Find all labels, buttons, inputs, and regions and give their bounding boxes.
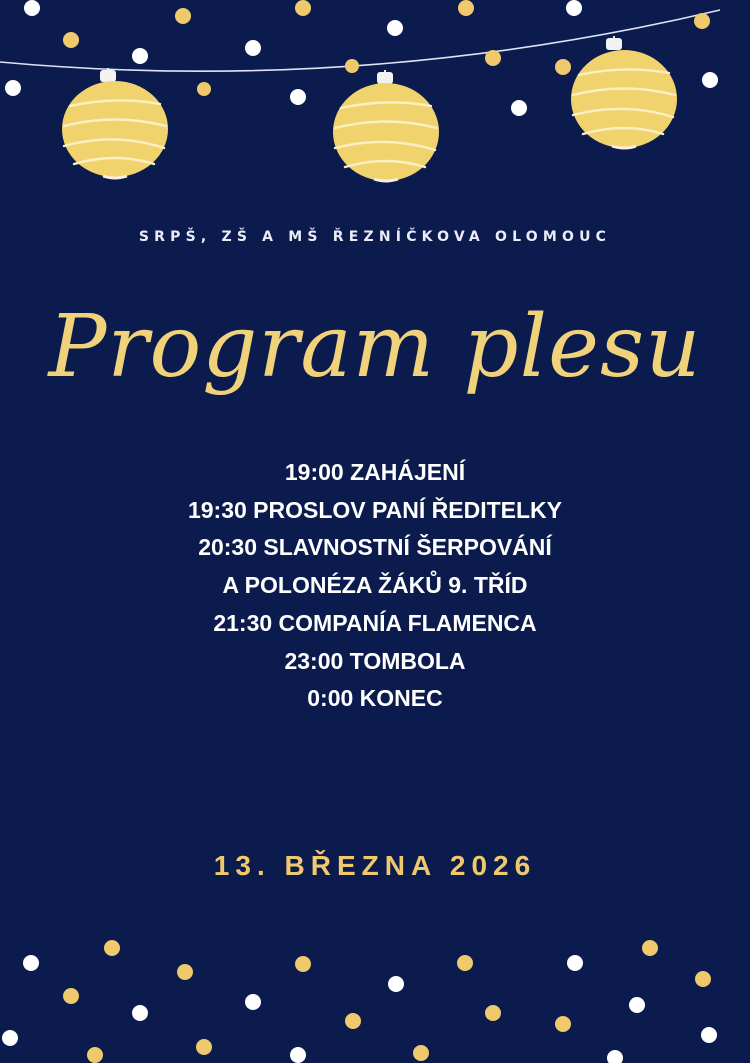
program-list: [0, 454, 750, 718]
program-item: 23:00 TOMBOLA: [284, 647, 466, 674]
confetti-dot-icon: [2, 940, 717, 1063]
paper-lantern-icon: [333, 70, 439, 181]
page-title: Program plesu: [48, 297, 702, 397]
program-item: 21:30 COMPANÍA FLAMENCA: [213, 609, 537, 636]
paper-lantern-icon: [62, 68, 168, 178]
organizer-name: SRPŠ, ZŠ A MŠ ŘEZNÍČKOVA OLOMOUC: [138, 229, 612, 245]
program-item: 19:00 ZAHÁJENÍ: [284, 459, 466, 485]
program-item: 20:30 SLAVNOSTNÍ ŠERPOVÁNÍ: [198, 534, 552, 561]
program-item: 19:30 PROSLOV PANÍ ŘEDITELKY: [187, 496, 563, 523]
program-item: A POLONÉZA ŽÁKŮ 9. TŘÍD: [222, 572, 528, 599]
event-date: 13. BŘEZNA 2026: [213, 850, 537, 881]
program-item: 0:00 KONEC: [307, 685, 443, 712]
paper-lantern-icon: [571, 36, 677, 148]
